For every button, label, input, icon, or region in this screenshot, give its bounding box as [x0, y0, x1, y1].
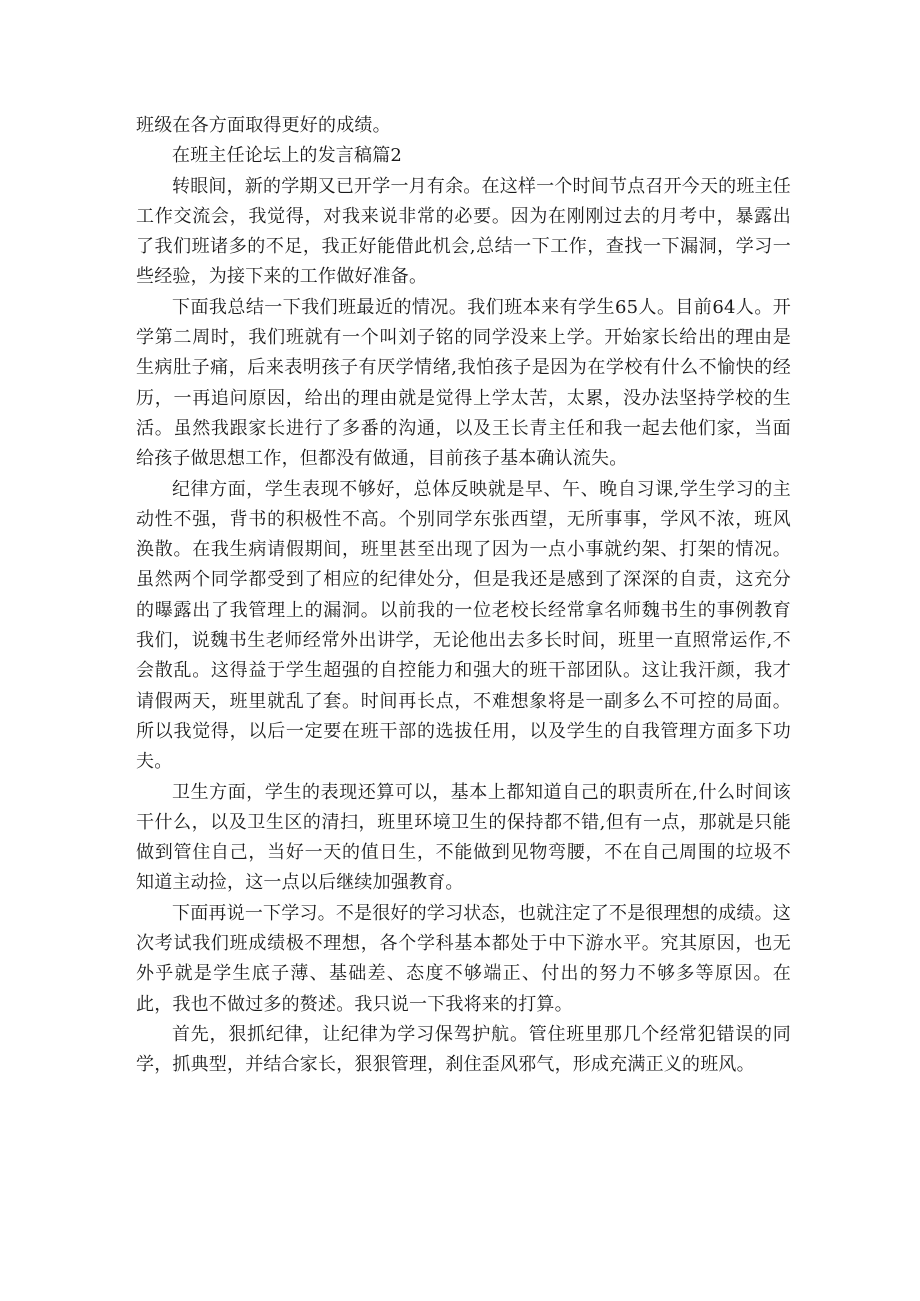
body-paragraph: 首先，狠抓纪律，让纪律为学习保驾护航。管住班里那几个经常犯错误的同学，抓典型，并结合家长，狠狠管理，刹住歪风邪气，形成充满正义的班风。: [136, 1023, 791, 1076]
body-paragraph: 转眼间，新的学期又已开学一月有余。在这样一个时间节点召开今天的班主任工作交流会，我觉得，对我来说非常的必要。因为在刚刚过去的月考中，暴露出了我们班诸多的不足，我正好能借此机会,总结一下工作，查找一下漏洞，学习一些经验，为接下来的工作做好准备。: [136, 175, 791, 288]
body-paragraph: 卫生方面，学生的表现还算可以，基本上都知道自己的职责所在,什么时间该干什么，以及卫生区的清扫，班里环境卫生的保持都不错,但有一点，那就是只能做到管住自己，当好一天的值日生，不能做到见物弯腰，不在自己周围的垃圾不知道主动捡，这一点以后继续加强教育。: [136, 781, 791, 894]
body-paragraph: 下面我总结一下我们班最近的情况。我们班本来有学生65人。目前64人。开学第二周时，我们班就有一个叫刘子铭的同学没来上学。开始家长给出的理由是生病肚子痛，后来表明孩子有厌学情绪,我怕孩子是因为在学校有什么不愉快的经历，一再追问原因，给出的理由就是觉得上学太苦，太累，没办法坚持学校的生活。虽然我跟家长进行了多番的沟通，以及王长青主任和我一起去他们家，当面给孩子做思想工作，但都没有做通，目前孩子基本确认流失。: [136, 296, 791, 470]
body-paragraph: 下面再说一下学习。不是很好的学习状态，也就注定了不是很理想的成绩。这次考试我们班成绩极不理想，各个学科基本都处于中下游水平。究其原因，也无外乎就是学生底子薄、基础差、态度不够端正、付出的努力不够多等原因。在此，我也不做过多的赘述。我只说一下我将来的打算。: [136, 902, 791, 1015]
continuation-paragraph: 班级在各方面取得更好的成绩。: [136, 115, 391, 136]
section-heading: 在班主任论坛上的发言稿篇2: [172, 145, 403, 167]
body-paragraph: 纪律方面，学生表现不够好，总体反映就是早、午、晚自习课,学生学习的主动性不强，背书的积极性不高。个别同学东张西望，无所事事，学风不浓，班风涣散。在我生病请假期间，班里甚至出现了因为一点小事就约架、打架的情况。虽然两个同学都受到了相应的纪律处分，但是我还是感到了深深的自责，这充分的曝露出了我管理上的漏洞。以前我的一位老校长经常拿名师魏书生的事例教育我们，说魏书生老师经常外出讲学，无论他出去多长时间，班里一直照常运作,不会散乱。这得益于学生超强的自控能力和强大的班干部团队。这让我汗颜，我才请假两天，班里就乱了套。时间再长点，不难想象将是一副多么不可控的局面。所以我觉得，以后一定要在班干部的选拔任用，以及学生的自我管理方面多下功夫。: [136, 478, 791, 773]
document-body: [136, 111, 791, 1081]
